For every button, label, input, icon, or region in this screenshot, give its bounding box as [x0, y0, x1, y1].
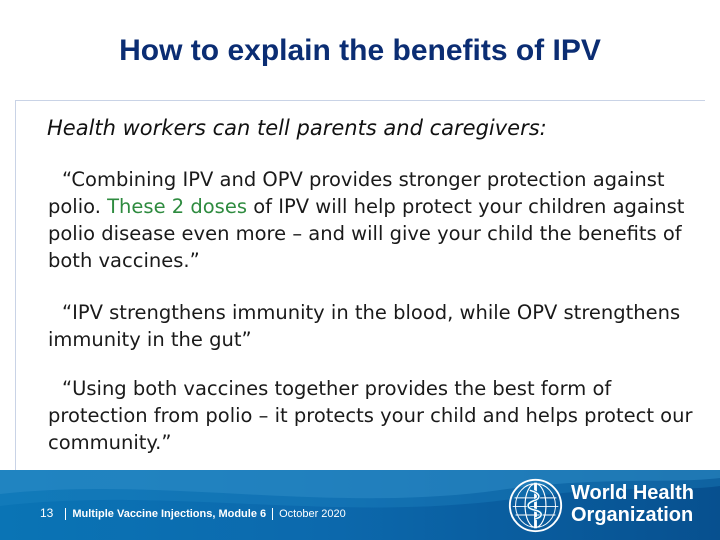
- module-name: Multiple Vaccine Injections, Module 6: [72, 508, 267, 520]
- footer-bar: [0, 470, 720, 540]
- footer-separator: [272, 508, 273, 520]
- title-divider: [15, 100, 705, 101]
- footer-separator: [65, 508, 66, 520]
- quote-immunity: “IPV strengthens immunity in the blood, while OPV strengthens immunity in the gut”: [48, 301, 681, 351]
- who-name-line1: World Health: [571, 482, 694, 504]
- quote-combining-text-end: of IPV will help protect your children against polio disease even more – and will give your child the benefits of both vaccines.”: [48, 195, 685, 272]
- slide-title: How to explain the benefits of IPV: [119, 34, 601, 67]
- footer-info: [40, 506, 346, 520]
- left-divider: [15, 101, 16, 471]
- quote-combining: [48, 166, 698, 274]
- who-name-line2: Organization: [571, 504, 694, 526]
- page-number: 13: [40, 506, 54, 520]
- quote-combining-text-start: “Combining IPV and OPV provides stronger protection against polio.: [48, 168, 665, 218]
- who-emblem-icon: [507, 477, 564, 534]
- who-wordmark: [571, 482, 694, 526]
- footer-date: October 2020: [279, 508, 346, 520]
- intro-text: Health workers can tell parents and caregivers:: [47, 116, 547, 140]
- quote-both-vaccines: “Using both vaccines together provides the best form of protection from polio – it protects your child and helps protect our community.”: [48, 377, 693, 454]
- quote-highlight: These 2 doses: [107, 195, 247, 218]
